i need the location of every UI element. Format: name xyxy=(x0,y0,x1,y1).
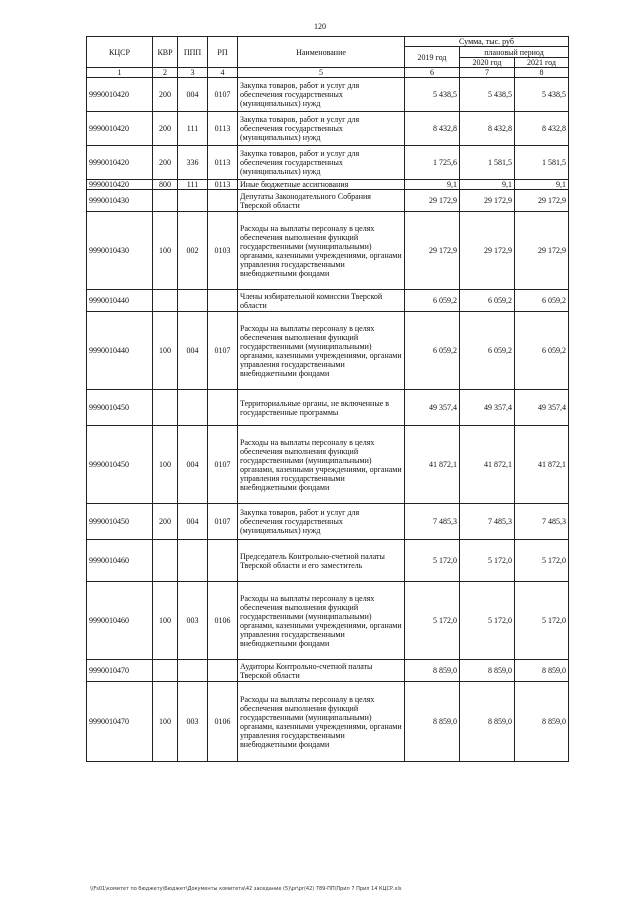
cell-2020: 6 059,2 xyxy=(460,290,515,312)
table-row xyxy=(87,660,569,682)
header-kvr: КВР xyxy=(153,37,178,68)
cell-name: Закупка товаров, работ и услуг для обеспечения государственных (муниципальных) нужд xyxy=(238,112,405,146)
header-2021: 2021 год xyxy=(515,58,569,68)
cell-2019: 5 172,0 xyxy=(405,540,460,582)
cell-2021: 8 432,8 xyxy=(515,112,569,146)
col-number: 1 xyxy=(87,68,153,78)
cell-rp: 0106 xyxy=(208,682,238,762)
cell-2020: 7 485,3 xyxy=(460,504,515,540)
col-number: 2 xyxy=(153,68,178,78)
cell-name: Закупка товаров, работ и услуг для обеспечения государственных (муниципальных) нужд xyxy=(238,78,405,112)
col-number: 7 xyxy=(460,68,515,78)
cell-kcsr: 9990010450 xyxy=(87,504,153,540)
cell-rp: 0113 xyxy=(208,146,238,180)
col-number: 5 xyxy=(238,68,405,78)
cell-2019: 9,1 xyxy=(405,180,460,190)
cell-2019: 5 438,5 xyxy=(405,78,460,112)
cell-rp: 0103 xyxy=(208,212,238,290)
cell-2020: 41 872,1 xyxy=(460,426,515,504)
header-sum: Сумма, тыс. руб xyxy=(405,37,569,47)
cell-name: Расходы на выплаты персоналу в целях обеспечения выполнения функций государственными (муниципальными) органами, казенными учреждениями, органами управления государственными внебюджетными фондами xyxy=(238,682,405,762)
cell-ppp: 003 xyxy=(178,582,208,660)
cell-name: Расходы на выплаты персоналу в целях обеспечения выполнения функций государственными (муниципальными) органами, казенными учреждениями, органами управления государственными внебюджетными фондами xyxy=(238,426,405,504)
cell-name: Территориальные органы, не включенные в государственные программы xyxy=(238,390,405,426)
cell-kcsr: 9990010420 xyxy=(87,78,153,112)
budget-table xyxy=(86,36,569,762)
cell-kvr: 100 xyxy=(153,582,178,660)
cell-kcsr: 9990010430 xyxy=(87,212,153,290)
cell-ppp xyxy=(178,190,208,212)
table-row xyxy=(87,540,569,582)
cell-rp: 0106 xyxy=(208,582,238,660)
cell-kvr: 200 xyxy=(153,146,178,180)
cell-kcsr: 9990010470 xyxy=(87,660,153,682)
table-row xyxy=(87,312,569,390)
cell-rp xyxy=(208,390,238,426)
cell-kvr: 200 xyxy=(153,78,178,112)
cell-2021: 5 172,0 xyxy=(515,582,569,660)
cell-name: Закупка товаров, работ и услуг для обеспечения государственных (муниципальных) нужд xyxy=(238,504,405,540)
cell-name: Закупка товаров, работ и услуг для обеспечения государственных (муниципальных) нужд xyxy=(238,146,405,180)
cell-2019: 5 172,0 xyxy=(405,582,460,660)
cell-ppp: 004 xyxy=(178,504,208,540)
cell-2019: 29 172,9 xyxy=(405,212,460,290)
table-header xyxy=(87,37,569,78)
col-number: 6 xyxy=(405,68,460,78)
cell-rp xyxy=(208,290,238,312)
cell-2021: 9,1 xyxy=(515,180,569,190)
cell-2020: 9,1 xyxy=(460,180,515,190)
cell-2020: 29 172,9 xyxy=(460,190,515,212)
cell-2021: 41 872,1 xyxy=(515,426,569,504)
cell-ppp xyxy=(178,290,208,312)
cell-ppp: 111 xyxy=(178,112,208,146)
cell-ppp xyxy=(178,660,208,682)
cell-2019: 8 432,8 xyxy=(405,112,460,146)
cell-2020: 5 172,0 xyxy=(460,540,515,582)
cell-2019: 8 859,0 xyxy=(405,682,460,762)
cell-kvr: 100 xyxy=(153,426,178,504)
col-number: 3 xyxy=(178,68,208,78)
cell-ppp: 336 xyxy=(178,146,208,180)
cell-rp: 0107 xyxy=(208,426,238,504)
cell-kvr: 200 xyxy=(153,112,178,146)
cell-2020: 8 432,8 xyxy=(460,112,515,146)
cell-kcsr: 9990010420 xyxy=(87,112,153,146)
cell-rp xyxy=(208,660,238,682)
cell-kcsr: 9990010460 xyxy=(87,540,153,582)
cell-rp: 0107 xyxy=(208,504,238,540)
table-row xyxy=(87,582,569,660)
cell-2021: 7 485,3 xyxy=(515,504,569,540)
cell-ppp: 003 xyxy=(178,682,208,762)
cell-kvr xyxy=(153,660,178,682)
cell-kvr: 100 xyxy=(153,682,178,762)
header-2020: 2020 год xyxy=(460,58,515,68)
header-2019: 2019 год xyxy=(405,47,460,68)
cell-kcsr: 9990010440 xyxy=(87,312,153,390)
table-row xyxy=(87,112,569,146)
cell-kcsr: 9990010460 xyxy=(87,582,153,660)
cell-2019: 1 725,6 xyxy=(405,146,460,180)
cell-name: Председатель Контрольно-счетной палаты Тверской области и его заместитель xyxy=(238,540,405,582)
cell-rp: 0113 xyxy=(208,180,238,190)
table-row xyxy=(87,78,569,112)
cell-2021: 8 859,0 xyxy=(515,660,569,682)
cell-2019: 6 059,2 xyxy=(405,312,460,390)
cell-2019: 7 485,3 xyxy=(405,504,460,540)
cell-name: Иные бюджетные ассигнования xyxy=(238,180,405,190)
cell-ppp xyxy=(178,540,208,582)
cell-kcsr: 9990010440 xyxy=(87,290,153,312)
cell-ppp: 004 xyxy=(178,312,208,390)
page-number: 120 xyxy=(314,22,326,31)
cell-2021: 5 438,5 xyxy=(515,78,569,112)
cell-2019: 49 357,4 xyxy=(405,390,460,426)
cell-rp xyxy=(208,540,238,582)
cell-2021: 49 357,4 xyxy=(515,390,569,426)
cell-kvr: 100 xyxy=(153,212,178,290)
cell-kvr xyxy=(153,540,178,582)
cell-kcsr: 9990010450 xyxy=(87,390,153,426)
cell-2019: 8 859,0 xyxy=(405,660,460,682)
cell-ppp: 004 xyxy=(178,78,208,112)
header-name: Наименование xyxy=(238,37,405,68)
cell-rp: 0113 xyxy=(208,112,238,146)
cell-kvr xyxy=(153,190,178,212)
cell-kcsr: 9990010420 xyxy=(87,180,153,190)
cell-2020: 6 059,2 xyxy=(460,312,515,390)
table-row xyxy=(87,290,569,312)
cell-2019: 29 172,9 xyxy=(405,190,460,212)
table-row xyxy=(87,504,569,540)
table-row xyxy=(87,212,569,290)
cell-kvr xyxy=(153,390,178,426)
cell-2019: 6 059,2 xyxy=(405,290,460,312)
cell-name: Расходы на выплаты персоналу в целях обеспечения выполнения функций государственными (муниципальными) органами, казенными учреждениями, органами управления государственными внебюджетными фондами xyxy=(238,312,405,390)
cell-kvr xyxy=(153,290,178,312)
cell-name: Расходы на выплаты персоналу в целях обеспечения выполнения функций государственными (муниципальными) органами, казенными учреждениями, органами управления государственными внебюджетными фондами xyxy=(238,582,405,660)
cell-2021: 1 581,5 xyxy=(515,146,569,180)
cell-ppp: 002 xyxy=(178,212,208,290)
table-row xyxy=(87,390,569,426)
cell-kcsr: 9990010470 xyxy=(87,682,153,762)
header-ppp: ППП xyxy=(178,37,208,68)
cell-2020: 8 859,0 xyxy=(460,682,515,762)
cell-kcsr: 9990010430 xyxy=(87,190,153,212)
table-body xyxy=(87,78,569,762)
table-row xyxy=(87,180,569,190)
cell-2020: 8 859,0 xyxy=(460,660,515,682)
cell-kvr: 800 xyxy=(153,180,178,190)
cell-2020: 49 357,4 xyxy=(460,390,515,426)
cell-ppp: 111 xyxy=(178,180,208,190)
cell-ppp: 004 xyxy=(178,426,208,504)
cell-rp xyxy=(208,190,238,212)
cell-2020: 29 172,9 xyxy=(460,212,515,290)
header-rp: РП xyxy=(208,37,238,68)
header-kcsr: КЦСР xyxy=(87,37,153,68)
cell-2021: 29 172,9 xyxy=(515,190,569,212)
header-plan-period: плановый период xyxy=(460,47,569,58)
cell-2021: 8 859,0 xyxy=(515,682,569,762)
cell-kcsr: 9990010450 xyxy=(87,426,153,504)
cell-kvr: 200 xyxy=(153,504,178,540)
table-row xyxy=(87,146,569,180)
cell-name: Члены избирательной комиссии Тверской области xyxy=(238,290,405,312)
cell-2020: 5 172,0 xyxy=(460,582,515,660)
col-number: 8 xyxy=(515,68,569,78)
file-path-footer: \\Fs01\комитет по бюджету\Бюджет\Документы комитета\42 заседание (5)\pr\pr(42) 789-ПП\Прил 7 Прил 14 КЦСР.xls xyxy=(90,886,402,892)
cell-kvr: 100 xyxy=(153,312,178,390)
cell-rp: 0107 xyxy=(208,78,238,112)
cell-2019: 41 872,1 xyxy=(405,426,460,504)
cell-2021: 6 059,2 xyxy=(515,290,569,312)
table-row xyxy=(87,426,569,504)
cell-ppp xyxy=(178,390,208,426)
cell-2020: 5 438,5 xyxy=(460,78,515,112)
cell-rp: 0107 xyxy=(208,312,238,390)
cell-2020: 1 581,5 xyxy=(460,146,515,180)
col-number: 4 xyxy=(208,68,238,78)
cell-2021: 5 172,0 xyxy=(515,540,569,582)
cell-name: Расходы на выплаты персоналу в целях обеспечения выполнения функций государственными (муниципальными) органами, казенными учреждениями, органами управления государственными внебюджетными фондами xyxy=(238,212,405,290)
cell-2021: 6 059,2 xyxy=(515,312,569,390)
cell-kcsr: 9990010420 xyxy=(87,146,153,180)
cell-2021: 29 172,9 xyxy=(515,212,569,290)
cell-name: Депутаты Законодательного Собрания Тверской области xyxy=(238,190,405,212)
table-row xyxy=(87,682,569,762)
cell-name: Аудиторы Контрольно-счетной палаты Тверской области xyxy=(238,660,405,682)
table-row xyxy=(87,190,569,212)
